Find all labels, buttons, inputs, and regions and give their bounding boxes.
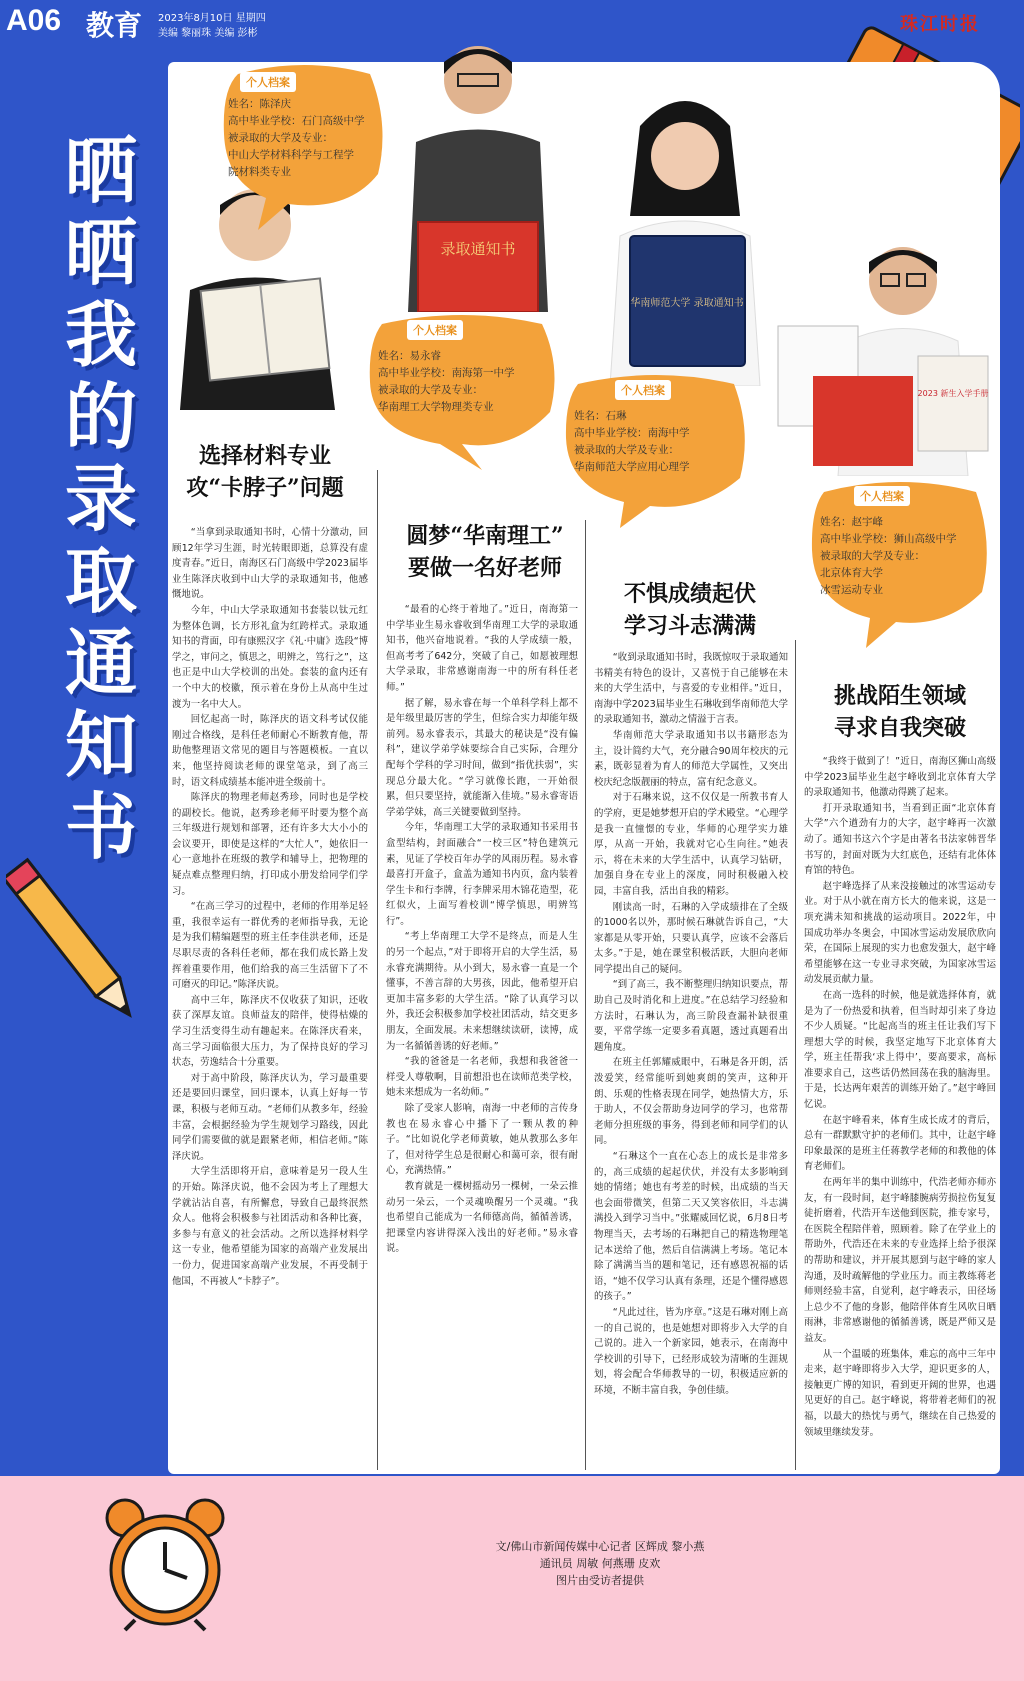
profile-bubble-chen — [218, 64, 390, 232]
paragraph: “最看的心终于着地了。”近日，南海第一中学毕业生易永睿收到华南理工大学的录取通知书，他兴奋地说着。“我的人学成绩一般，但高考考了642分，突破了自己，如愿被理想大学录取，非常感谢南海一中的所有科任老师。” — [386, 604, 578, 693]
profile-line: 姓名：石琳 — [574, 410, 627, 422]
main-title-char: 通 — [64, 621, 137, 705]
paragraph: 对于石琳来说，这不仅仅是一所教书育人的学府，更是她梦想开启的学术殿堂。“心理学是我一直憧憬的专业，华师的心理学实力雄厚，从高一开始，我就对它心生向往。”她表示，将在未来的大学生活中，认真学习钻研，加强自身在专业上的深度，同时积极融入校园，丰富自我，活出自我的精彩。 — [594, 792, 788, 897]
profile-line: 高中毕业学校：南海中学 — [574, 427, 690, 439]
paragraph: 在赵宇峰看来，体育生成长成才的背后，总有一群默默守护的老师们。其中，让赵宇峰印象最深的是班主任蒋教学老师的和教他的体育老师们。 — [804, 1114, 996, 1173]
paragraph: 在高一选科的时候，他是就选择体育，就是为了一份热爱和执着，但当时却引来了身边不少人质疑。“比起高当的班主任让我们写下理想大学的时候，我坚定地写下北京体育大学，班主任帮我‘求上得中’，要高要求，高标准要求自己，这些话仍然回荡在我的脑海里。于是，长达两年艰苦的训练开始了。”赵宇峰回忆说。 — [804, 989, 996, 1111]
column-divider — [585, 520, 586, 1470]
paragraph: “当拿到录取通知书时，心情十分激动，回顾12年学习生涯，时光转眼即逝，总算没有虚度青春。”近日，南海区石门高级中学2023届毕业生陈泽庆收到中山大学的录取通知书，他感慨地说。 — [172, 527, 368, 601]
profile-tag: 个人档案 — [240, 72, 296, 92]
headline-line: 圆梦“华南理工” — [406, 523, 564, 549]
headline-line: 学习斗志满满 — [623, 613, 756, 639]
paragraph: “我终于做到了！”近日，南海区狮山高级中学2023届毕业生赵宇峰收到北京体育大学的录取通知书，他激动得跳了起来。 — [804, 756, 996, 799]
paragraph: “凡此过往，皆为序章。”这是石琳对刚上高一的自己说的，也是她想对即将步入大学的自己说的。进入一个新家园，她表示，在南海中学校训的引导下，已经形成较为清晰的生涯规划，将会配合华师教导的一切，积极适应新的环境，不断丰富自我，争创佳绩。 — [594, 1306, 788, 1396]
issue-date: 2023年8月10日 星期四 — [158, 13, 266, 24]
paragraph: 今年，中山大学录取通知书套装以钛元红为整体色调，长方形礼盒为红跨样式。录取通知书的背面，印有康熙汉字《礼·中庸》选段“博学之，审问之，慎思之，明辨之，笃行之”，这也正是中山大学校训的出处。套装的盒内还有一个中大的校徽，预示着在身份上从高中生过渡为一名中大人。 — [172, 604, 368, 710]
profile-line: 中山大学材料科学与工程学 — [228, 149, 354, 161]
paragraph: 据了解，易永睿在每一个单科学科上都不是年级里最厉害的学生，但综合实力却能年级前列。易永睿表示，其最大的秘诀是“没有偏科”，建议学弟学妹要综合自己实际，合理分配每个学科的学习时间，做到“指优扶弱”，实现总分最大化。“学习就像长跑，一开始很累，但只要坚持，就能渐入佳境。”易永睿寄语学弟学妹，高三关键要做到坚持。 — [386, 697, 578, 818]
main-title-char: 晒 — [64, 129, 137, 213]
profile-line: 被录取的大学及专业： — [820, 550, 925, 562]
main-title-char: 的 — [64, 375, 137, 459]
profile-bubble-shi — [560, 372, 752, 530]
credit-line: 文/佛山市新闻传媒中心记者 区辉成 黎小燕 — [495, 1540, 705, 1553]
profile-line: 华南理工大学物理类专业 — [378, 401, 494, 413]
profile-info — [378, 348, 553, 416]
profile-tag: 个人档案 — [615, 380, 671, 400]
main-title-char: 书 — [64, 785, 137, 869]
article-body — [594, 650, 788, 1399]
column-divider — [795, 640, 796, 1470]
article-credits — [440, 1538, 760, 1589]
paragraph: 除了受家人影响，南海一中老师的言传身教也在易永睿心中播下了一颗从教的种子。“比如说化学老师黄敏，她从教那么多年了，但对待学生总是很耐心和蔼可亲，很有耐心，充满热情。” — [386, 1103, 578, 1177]
paragraph: 对于高中阶段，陈泽庆认为，学习最重要还是要回归课堂，回归课本，认真上好每一节课，积极与老师互动。“老师们从教多年，经验丰富，会根据经验为学生规划学习路线，因此同学们需要做的就是跟紧老师，相信老师。”陈泽庆说。 — [172, 1072, 368, 1162]
alarm-clock-icon — [95, 1492, 235, 1632]
headline-line: 要做一名好老师 — [407, 555, 562, 581]
article-headline — [380, 520, 590, 584]
profile-tag: 个人档案 — [407, 320, 463, 340]
profile-line: 高中毕业学校：狮山高级中学 — [820, 533, 957, 545]
main-title-char: 晒 — [64, 211, 137, 295]
main-title-char: 知 — [64, 703, 137, 787]
profile-line: 华南师范大学应用心理学 — [574, 461, 690, 473]
paragraph: 回忆起高一时，陈泽庆的语文科考试仅能刚过合格线，是科任老师耐心不断教育他，帮助他整理语文常见的题目与答题模板。一直以来，他坚持阅读老师的课堂笔录，到了高三时，语文科成绩基本能冲进全级前十。 — [172, 714, 368, 788]
profile-bubble-yi — [362, 312, 562, 472]
profile-line: 冰雪运动专业 — [820, 584, 883, 596]
paragraph: 从一个温暖的班集体，难忘的高中三年中走来，赵宇峰即将步入大学，迎识更多的人，接触更广博的知识，看到更开阔的世界，也遇见更好的自己。赵宇峰说，将带着老师们的祝福，以最大的热忱与勇气，继续在自己热爱的领域里继续发芽。 — [804, 1348, 996, 1438]
paragraph: 华南师范大学录取通知书以书籍形态为主，设计简约大气，充分融合90周年校庆的元素，既彰显着为育人的师范大学属性，又突出校庆纪念版靓丽的特点，富有纪念意义。 — [594, 729, 788, 788]
profile-line: 高中毕业学校：石门高级中学 — [228, 115, 365, 127]
paragraph: 在两年半的集中训练中，代浩老师亦师亦友，有一段时间，赵宇峰膝腕病劳损拉伤复复徒折磨着，代浩开车送他到医院，推专家号，在医院全程陪伴着，照顾着。除了在学业上的帮助外，代浩还在未来的专业选择上给予很深的帮助和建议，并开展其愿到与赵宇峰的家人沟通，及时疏解他的学业压力。而主教练蒋老师则经验丰富，自觉利，赵宇峰表示，田径场上总少不了他的身影，他陪伴体育生风吹日晒雨淋，非常感谢他的循循善诱，既是严师又是益友。 — [804, 1177, 996, 1344]
paragraph: 陈泽庆的物理老师赵秀珍，同时也是学校的副校长。他说，赵秀珍老师平时要为整个高三年级进行规划和部署，还有许多大大小小的会议要开，即使是这样的“大忙人”，她依旧一心一意地扑在班级的教学和辅导上，把物理的疑点难点整理归纳，打印成小册发给同学们学习。 — [172, 792, 368, 897]
article-headline — [160, 440, 370, 504]
paragraph: 大学生活即将开启，意味着是另一段人生的开始。陈泽庆说，他不会因为考上了理想大学就沾沾自喜，有所懈怠，导致自己最终泯然众人。他将会积极参与社团活动和各种比赛，多参与有意义的社会活动。之所以选择材料学这一专业，他希望能为国家的高端产业发展出一份力，促进国家高端产业发展，不再受制于他国，不再被人“卡脖子”。 — [172, 1166, 368, 1287]
photo-text: 华南师范大学 录取通知书 — [630, 298, 744, 309]
profile-bubble-zhao — [806, 478, 994, 650]
column-divider — [377, 470, 378, 1470]
paragraph: “在高三学习的过程中，老师的作用举足轻重，我很幸运有一群优秀的老师指导我，无论是为我们精编题型的班主任李佳洪老师，还是尽职尽责的各科任老师，都在我们成长路上发挥着重要作用，他们给我的高三生活留下了不可磨灭的印记。”陈泽庆说。 — [172, 901, 368, 991]
section-title: 教育 — [86, 9, 143, 42]
student-photo-shi — [590, 86, 780, 386]
main-title-char: 取 — [64, 539, 137, 623]
profile-line: 被录取的大学及专业： — [378, 384, 483, 396]
photo-text: 录取通知书 — [440, 240, 516, 258]
article-body — [172, 525, 368, 1289]
article-headline — [590, 578, 790, 642]
paragraph: “我的爸爸是一名老师，我想和我爸爸一样受人尊敬啊，目前想沿也在读师范类学校，她未来想成为一名幼师。” — [386, 1056, 578, 1099]
headline-line: 寻求自我突破 — [833, 715, 966, 741]
article-body — [804, 754, 996, 1440]
paragraph: “收到录取通知书时，我既惊叹于录取通知书精美有特色的设计，又喜悦于自己能够在未来的大学生活中，与喜爱的专业相伴。”近日，南海中学2023届毕业生石琳收到华南师范大学的录取通知书，激动之情溢于言表。 — [594, 652, 788, 726]
credit-line: 图片由受访者提供 — [556, 1574, 644, 1587]
main-title-char: 录 — [64, 457, 137, 541]
student-photo-zhao — [768, 226, 994, 476]
student-photo-yi — [388, 22, 568, 312]
paragraph: 在班主任郭耀威眼中，石琳是各开朗，活泼爱笑，经常能听到她爽朗的笑声，这种开朗、乐观的性格表现在同学，她热情大方，乐于助人，不仅会帮助身边同学的学习，也常帮老师分担班级的事务，得到老师和同学们的认同。 — [594, 1057, 788, 1147]
paragraph: 教育就是一棵树摇动另一棵树，一朵云推动另一朵云，一个灵魂唤醒另一个灵魂。“我也希望自己能成为一名师德高尚，循循善诱，把课堂内容讲得深入浅出的好老师。”易永睿说。 — [386, 1180, 578, 1255]
page-number: A06 — [6, 4, 62, 37]
main-title-char: 我 — [64, 293, 137, 377]
profile-line: 姓名：易永睿 — [378, 350, 441, 362]
paragraph: “石琳这个一直在心态上的成长是非常多的，高三成绩的起起伏伏，并没有太多影响到她的情绪；她也有考差的时候，出成绩的当天也会面带微笑，但第二天又笑容依旧，斗志满满投入到学习当中。”张耀威回忆说，6月8日考物理当天，去考场的石琳把自己的精选物理笔记本送给了他，然后自信满满上考场。笔记本除了满满当当的题和笔记，还有感恩祝福的话语，“她不仅学习认真有条理，还是个懂得感恩的孩子。” — [594, 1151, 788, 1303]
profile-line: 北京体育大学 — [820, 567, 883, 579]
paragraph: 今年，华南理工大学的录取通知书采用书盒型结构，封面融合“一校三区”特色建筑元素，见证了学校百年办学的风雨历程。易永睿最喜打开盒子，盒盖为通知书内页，盒内装着学生卡和行李牌，行李牌采用木锦花造型，花红似火，上面写着校训“博学慎思，明辨笃行”。 — [386, 822, 578, 927]
paragraph: “到了高三，我不断整理归纳知识要点，帮助自己及时消化和上进度。”在总结学习经验和方法时，石琳认为，高三阶段查漏补缺很重要，平常学练一定要多看真题，透过真题看出题角度。 — [594, 979, 788, 1053]
headline-line: 选择材料专业 — [198, 443, 331, 469]
profile-info — [820, 514, 988, 599]
paragraph: 打开录取通知书，当看到正面“北京体育大学”六个遒劲有力的大字，赵宇峰再一次激动了。通知书这六个字是由著名书法家韩晋华书写的，封面对既为大红底色，还结有北体体育馆的特色。 — [804, 802, 996, 877]
main-title — [46, 130, 156, 868]
profile-line: 姓名：赵宇峰 — [820, 516, 883, 528]
paragraph: 刚读高一时，石琳的入学成绩排在了全级的1000名以外，那时候石琳就告诉自己，“大家都是从零开始，只要认真学，应该不会落后太多。”于是，她在课堂积极活跃，大胆向老师同学提出自己的疑问。 — [594, 901, 788, 975]
paragraph: 高中三年，陈泽庆不仅收获了知识，还收获了深厚友谊。良师益友的陪伴，使得枯燥的学习生活变得生动有趣起来。在陈泽庆看来，高三学习面临很大压力，为了保持良好的学习状态，劳逸结合十分重要。 — [172, 994, 368, 1069]
profile-line: 姓名：陈泽庆 — [228, 98, 291, 110]
newspaper-logo: 珠江时报 — [900, 14, 980, 35]
headline-line: 不惧成绩起伏 — [623, 581, 756, 607]
editors: 美编 黎丽珠 美编 彭彬 — [158, 28, 258, 39]
headline-line: 挑战陌生领域 — [833, 683, 966, 709]
profile-line: 被录取的大学及专业： — [228, 132, 333, 144]
profile-tag: 个人档案 — [854, 486, 910, 506]
article-headline — [800, 680, 1000, 744]
paragraph: “考上华南理工大学不是终点，而是人生的另一个起点，”对于即将开启的大学生活，易永睿充满期待。从小到大，易永睿一直是一个懂事，不善言辞的大男孩，因此，他希望开启更加丰富多彩的大学生活。“除了认真学习以外，我还会积极参加学校社团活动，结交更多朋友，全面发展。未来想继续读研，读博，成为一名循循善诱的好老师。” — [386, 931, 578, 1052]
profile-line: 院材料类专业 — [228, 166, 291, 178]
pencil-icon — [6, 840, 136, 1040]
credit-line: 通讯员 周敏 何燕珊 皮欢 — [539, 1557, 661, 1570]
paragraph: 赵宇峰选择了从来没接触过的冰雪运动专业。对于从小就在南方长大的他来说，这是一项充满未知和挑战的运动项目。2022年，中国成功举办冬奥会，中国冰雪运动发展欣欣向荣，在国际上展现的实力也愈发强大，赵宇峰希望能够在这一专业寻求突破，为国家冰雪运动发展贡献力量。 — [804, 880, 996, 986]
photo-text: 2023 新生入学手册 — [917, 389, 989, 398]
profile-info — [228, 96, 383, 181]
headline-line: 攻“卡脖子”问题 — [186, 475, 344, 501]
profile-info — [574, 408, 744, 476]
profile-line: 被录取的大学及专业： — [574, 444, 679, 456]
article-body — [386, 602, 578, 1257]
profile-line: 高中毕业学校：南海第一中学 — [378, 367, 515, 379]
